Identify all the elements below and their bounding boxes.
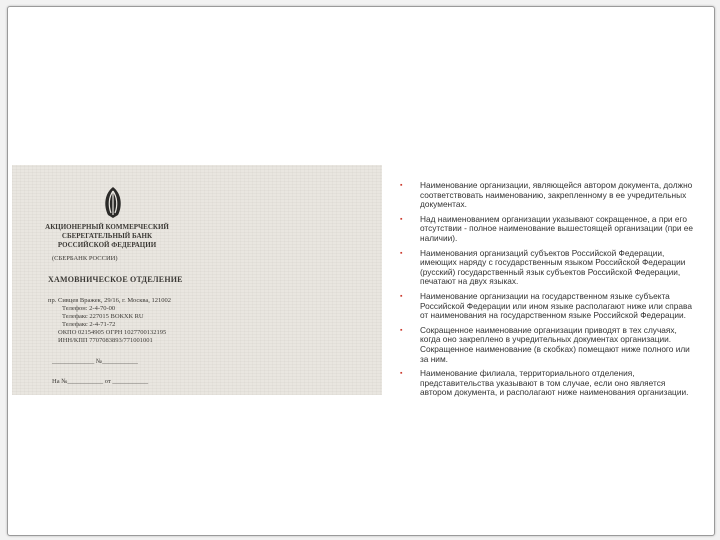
bullet-text: Наименование организации на государственном языке субъекта Российской Федерации или ином языке располагают ниже или справа от наименования на государственном языке Российской Федерации. bbox=[420, 290, 692, 321]
telefax2-line: Телефакс 2-4-71-72 bbox=[62, 321, 116, 328]
registration-number-line: _____________ №___________ bbox=[52, 358, 138, 365]
bullet-icon: ▪ bbox=[400, 326, 403, 334]
list-item bbox=[394, 215, 694, 244]
bank-abbreviation: (СБЕРБАНК РОССИИ) bbox=[52, 255, 118, 262]
bullet-icon: ▪ bbox=[400, 292, 403, 300]
slide bbox=[7, 6, 715, 536]
inn-line: ИНН/КПП 7707083893/771001001 bbox=[58, 337, 153, 344]
bullet-icon: ▪ bbox=[400, 370, 403, 378]
codes-line: ОКПО 02154905 ОГРН 1027700132195 bbox=[58, 329, 167, 336]
list-item bbox=[394, 326, 694, 364]
phone-line: Телефон: 2-4-70-00 bbox=[62, 305, 116, 312]
bullet-icon: ▪ bbox=[400, 182, 403, 189]
branch-name: ХАМОВНИЧЕСКОЕ ОТДЕЛЕНИЕ bbox=[48, 275, 183, 284]
bullet-icon: ▪ bbox=[400, 215, 403, 223]
sberbank-logo-icon bbox=[100, 185, 126, 219]
reference-line: На №___________ от ___________ bbox=[52, 378, 149, 385]
address-line: пр. Сивцев Вражек, 29/16, г. Москва, 121002 bbox=[48, 297, 172, 304]
bullet-icon: ▪ bbox=[400, 249, 403, 257]
bullet-text: Наименование организации, являющейся автором документа, должно соответствовать наименованию, закрепленному в ее учредительных документах. bbox=[420, 180, 693, 210]
bullet-text: Наименование филиала, территориального отделения, представительства указывают в том случае, если оно является автором документа, и располагают ниже наименования организации. bbox=[420, 368, 689, 398]
rules-bullet-list bbox=[394, 181, 694, 403]
list-item bbox=[394, 369, 694, 398]
telefax-line: Телефакс 227015 ВОКХК RU bbox=[62, 313, 144, 320]
list-item bbox=[394, 249, 694, 287]
bullet-text: Наименования организаций субъектов Российской Федерации, имеющих наряду с государственным языком Российской Федерации (русский) государственный язык субъектов Российской Федерации, печатают на двух языках. bbox=[420, 247, 686, 287]
contact-details bbox=[48, 297, 171, 345]
bullet-text: Над наименованием организации указывают сокращенное, а при его отсутствии - полное наименование вышестоящей организации (при ее наличии). bbox=[420, 213, 694, 243]
list-item bbox=[394, 292, 694, 321]
list-item bbox=[394, 181, 694, 210]
bullet-text: Сокращенное наименование организации приводят в тех случаях, когда оно закреплено в учредительных документах организации. Сокращенное наименование (в скобках) помещают ниже полного или за ним. bbox=[420, 324, 690, 364]
bank-name: АКЦИОНЕРНЫЙ КОММЕРЧЕСКИЙ СБЕРЕГАТЕЛЬНЫЙ БАНК РОССИЙСКОЙ ФЕДЕРАЦИИ bbox=[45, 223, 169, 249]
letterhead-scan-image bbox=[12, 165, 382, 395]
